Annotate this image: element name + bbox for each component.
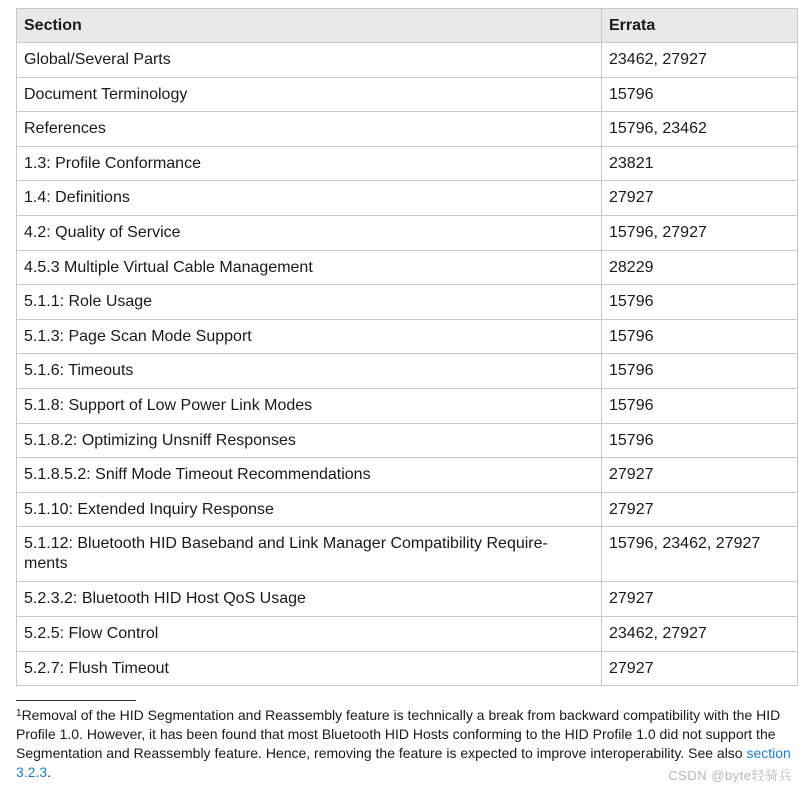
section-cell: 5.2.3.2: Bluetooth HID Host QoS Usage <box>17 582 602 617</box>
table-row <box>17 77 798 112</box>
table-row <box>17 492 798 527</box>
table-row <box>17 43 798 78</box>
section-cell: 5.1.8.5.2: Sniff Mode Timeout Recommendations <box>17 458 602 493</box>
table-row <box>17 146 798 181</box>
errata-cell: 15796 <box>602 388 798 423</box>
table-row <box>17 181 798 216</box>
section-cell: 5.1.10: Extended Inquiry Response <box>17 492 602 527</box>
table-header-row <box>17 9 798 43</box>
section-link[interactable]: section 3.2.3 <box>16 745 791 780</box>
table-row <box>17 319 798 354</box>
section-cell: 5.1.8: Support of Low Power Link Modes <box>17 388 602 423</box>
table-row <box>17 112 798 147</box>
errata-cell: 28229 <box>602 250 798 285</box>
section-cell: 5.1.12: Bluetooth HID Baseband and Link Manager Compatibility Require- ments <box>17 527 602 582</box>
footnote-trailing: . <box>47 764 52 780</box>
table-row <box>17 250 798 285</box>
table-row <box>17 423 798 458</box>
table-row <box>17 582 798 617</box>
errata-cell: 15796 <box>602 77 798 112</box>
section-cell: References <box>17 112 602 147</box>
table-row <box>17 616 798 651</box>
section-cell: 5.1.6: Timeouts <box>17 354 602 389</box>
errata-cell: 27927 <box>602 582 798 617</box>
section-cell: 5.2.5: Flow Control <box>17 616 602 651</box>
section-cell: 1.3: Profile Conformance <box>17 146 602 181</box>
table-row <box>17 458 798 493</box>
errata-cell: 15796, 23462, 27927 <box>602 527 798 582</box>
watermark: CSDN @byte轻骑兵 <box>668 768 792 783</box>
section-cell: 4.5.3 Multiple Virtual Cable Management <box>17 250 602 285</box>
errata-cell: 15796 <box>602 285 798 320</box>
errata-cell: 15796 <box>602 354 798 389</box>
errata-cell: 23462, 27927 <box>602 616 798 651</box>
section-cell: 5.2.7: Flush Timeout <box>17 651 602 686</box>
column-header-errata: Errata <box>602 9 798 43</box>
footnote-text: Removal of the HID Segmentation and Reassembly feature is technically a break from backward compatibility with the HID Profile 1.0. However, it has been found that most Bluetooth HID Hosts conforming to the HID Profile 1.0 did not support the Segmentation and Reassembly feature. Hence, removing the feature is expected to improve interoperability. See also <box>16 707 781 761</box>
section-cell: 1.4: Definitions <box>17 181 602 216</box>
section-cell: Document Terminology <box>17 77 602 112</box>
footnote-marker: 1 <box>16 708 22 719</box>
errata-cell: 23462, 27927 <box>602 43 798 78</box>
table-row <box>17 354 798 389</box>
errata-cell: 27927 <box>602 492 798 527</box>
section-cell: Global/Several Parts <box>17 43 602 78</box>
section-cell: 5.1.8.2: Optimizing Unsniff Responses <box>17 423 602 458</box>
table-row <box>17 651 798 686</box>
section-cell: 4.2: Quality of Service <box>17 215 602 250</box>
table-row <box>17 215 798 250</box>
errata-cell: 15796 <box>602 319 798 354</box>
errata-cell: 27927 <box>602 181 798 216</box>
errata-cell: 15796, 23462 <box>602 112 798 147</box>
errata-cell: 27927 <box>602 458 798 493</box>
errata-cell: 15796, 27927 <box>602 215 798 250</box>
section-cell: 5.1.3: Page Scan Mode Support <box>17 319 602 354</box>
section-cell: 5.1.1: Role Usage <box>17 285 602 320</box>
column-header-section: Section <box>17 9 602 43</box>
table-row <box>17 388 798 423</box>
errata-cell: 15796 <box>602 423 798 458</box>
errata-table <box>16 8 798 686</box>
errata-cell: 23821 <box>602 146 798 181</box>
table-row <box>17 527 798 582</box>
footnote-divider <box>16 700 136 701</box>
table-row <box>17 285 798 320</box>
errata-cell: 27927 <box>602 651 798 686</box>
